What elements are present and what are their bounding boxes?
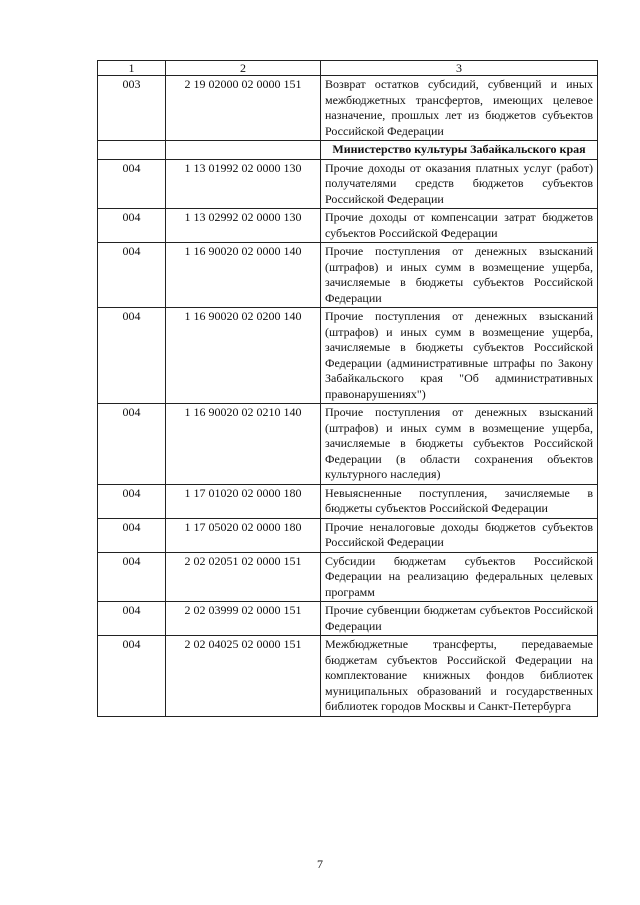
header-col-3: 3 [321, 61, 598, 76]
admin-code-cell: 004 [98, 636, 166, 717]
admin-code-cell: 003 [98, 76, 166, 141]
admin-code-cell: 004 [98, 243, 166, 308]
table-header-row [98, 61, 598, 76]
income-name-cell: Прочие доходы от компенсации затрат бюджетов субъектов Российской Федерации [321, 209, 598, 243]
admin-code-cell: 004 [98, 308, 166, 404]
admin-code-cell: 004 [98, 602, 166, 636]
header-col-1: 1 [98, 61, 166, 76]
table-row [98, 159, 598, 209]
income-name-cell: Межбюджетные трансферты, передаваемые бюджетам субъектов Российской Федерации на комплектование книжных фондов библиотек муниципальных образований и государственных библиотек городов Москвы и Санкт-Петербурга [321, 636, 598, 717]
income-code-cell: 1 17 01020 02 0000 180 [166, 484, 321, 518]
table-row [98, 602, 598, 636]
admin-code-cell: 004 [98, 404, 166, 485]
income-name-cell: Прочие неналоговые доходы бюджетов субъектов Российской Федерации [321, 518, 598, 552]
income-code-cell: 1 13 01992 02 0000 130 [166, 159, 321, 209]
table-row [98, 308, 598, 404]
income-name-cell: Прочие доходы от оказания платных услуг (работ) получателями средств бюджетов субъектов Российской Федерации [321, 159, 598, 209]
income-name-cell: Прочие поступления от денежных взысканий (штрафов) и иных сумм в возмещение ущерба, зачисляемые в бюджеты субъектов Российской Федерации (в области сохранения объектов культурного наследия) [321, 404, 598, 485]
income-name-cell: Министерство культуры Забайкальского края [321, 141, 598, 160]
table-body [98, 76, 598, 717]
income-name-cell: Возврат остатков субсидий, субвенций и иных межбюджетных трансфертов, имеющих целевое назначение, прошлых лет из бюджетов субъектов Российской Федерации [321, 76, 598, 141]
table-row [98, 518, 598, 552]
table-row [98, 209, 598, 243]
income-code-cell: 1 16 90020 02 0200 140 [166, 308, 321, 404]
income-code-cell: 1 16 90020 02 0210 140 [166, 404, 321, 485]
header-col-2: 2 [166, 61, 321, 76]
income-code-cell: 2 02 03999 02 0000 151 [166, 602, 321, 636]
admin-code-cell: 004 [98, 484, 166, 518]
admin-code-cell [98, 141, 166, 160]
table-section-row [98, 141, 598, 160]
income-code-cell: 2 02 02051 02 0000 151 [166, 552, 321, 602]
income-code-cell: 1 16 90020 02 0000 140 [166, 243, 321, 308]
table-row [98, 552, 598, 602]
budget-classification-table [97, 60, 598, 717]
income-name-cell: Невыясненные поступления, зачисляемые в бюджеты субъектов Российской Федерации [321, 484, 598, 518]
table-row [98, 76, 598, 141]
income-name-cell: Прочие поступления от денежных взысканий (штрафов) и иных сумм в возмещение ущерба, зачисляемые в бюджеты субъектов Российской Федерации (административные штрафы по Закону Забайкальского края "Об административных правонарушениях") [321, 308, 598, 404]
admin-code-cell: 004 [98, 518, 166, 552]
admin-code-cell: 004 [98, 159, 166, 209]
page-number: 7 [317, 857, 323, 871]
income-name-cell: Прочие поступления от денежных взысканий (штрафов) и иных сумм в возмещение ущерба, зачисляемые в бюджеты субъектов Российской Федерации [321, 243, 598, 308]
income-code-cell: 2 02 04025 02 0000 151 [166, 636, 321, 717]
table-row [98, 484, 598, 518]
income-name-cell: Субсидии бюджетам субъектов Российской Федерации на реализацию федеральных целевых программ [321, 552, 598, 602]
income-code-cell: 2 19 02000 02 0000 151 [166, 76, 321, 141]
admin-code-cell: 004 [98, 552, 166, 602]
table-row [98, 636, 598, 717]
table-row [98, 404, 598, 485]
admin-code-cell: 004 [98, 209, 166, 243]
income-code-cell: 1 13 02992 02 0000 130 [166, 209, 321, 243]
income-code-cell [166, 141, 321, 160]
income-code-cell: 1 17 05020 02 0000 180 [166, 518, 321, 552]
income-name-cell: Прочие субвенции бюджетам субъектов Российской Федерации [321, 602, 598, 636]
table-row [98, 243, 598, 308]
